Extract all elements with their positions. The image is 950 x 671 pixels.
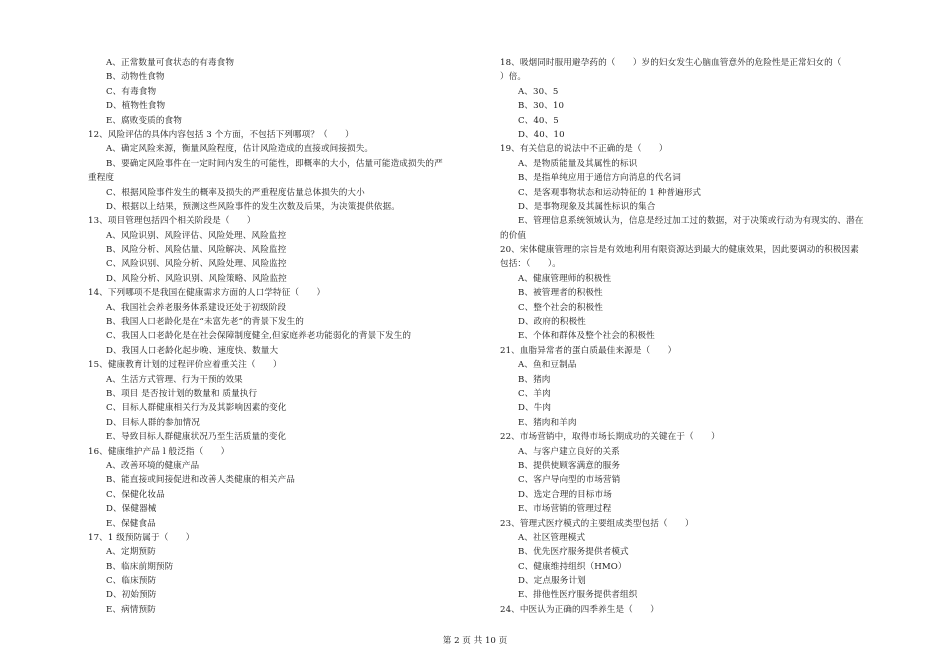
question-text: 13、项目管理包括四个相关阶段是（ ） [88, 216, 256, 227]
answer-option: D、牛肉 [518, 403, 552, 414]
answer-option: D、初始预防 [106, 590, 157, 601]
answer-option: B、项目 是否按计划的数量和 质量执行 [106, 388, 258, 399]
answer-option: A、确定风险来源，衡量风险程度，估计风险造成的直接或间接损失。 [106, 144, 374, 155]
page-footer: 第 2 页 共 10 页 [442, 636, 508, 646]
answer-option: A、与客户建立良好的关系 [518, 446, 620, 457]
answer-option: A、鱼和豆制品 [518, 360, 577, 371]
answer-option: B、要确定风险事件在一定时间内发生的可能性，即概率的大小，估量可能造成损失的严 [106, 158, 443, 169]
answer-option: E、市场营销的管理过程 [518, 504, 612, 515]
answer-option: A、改善环境的健康产品 [106, 460, 200, 471]
answer-option: A、30、5 [518, 86, 559, 97]
answer-option: B、能直接或间接促进和改善人类健康的相关产品 [106, 475, 295, 486]
answer-option: D、保健器械 [106, 504, 157, 515]
answer-option: D、政府的积极性 [518, 317, 586, 328]
question-text: 18、吸烟同时服用避孕药的（ ）岁的妇女发生心脑血管意外的危险性是正常妇女的（ [500, 58, 842, 68]
answer-option: A、健康管理师的积极性 [518, 273, 612, 284]
answer-option: A、生活方式管理、行为干预的效果 [106, 374, 243, 385]
question-text: 23、管理式医疗模式的主要组成类型包括（ ） [500, 518, 694, 529]
answer-option: C、有毒食物 [106, 86, 157, 97]
question-text: 21、血脂异常者的蛋白质最佳来源是（ ） [500, 345, 677, 356]
answer-option: C、客户导向型的市场营销 [518, 475, 621, 486]
answer-option: E、猪肉和羊肉 [518, 417, 577, 428]
answer-option: E、病情预防 [106, 604, 156, 615]
right-column [500, 56, 900, 617]
answer-option: E、导致目标人群健康状况乃至生活质量的变化 [106, 432, 287, 443]
answer-option: C、目标人群健康相关行为及其影响因素的变化 [106, 403, 287, 414]
question-text: 12、风险评估的具体内容包括 3 个方面，不包括下列哪项？（ ） [88, 129, 354, 140]
answer-option: B、临床前期预防 [106, 561, 174, 572]
answer-option: D、是事物现象及其属性标识的集合 [518, 201, 656, 212]
answer-option: D、根据以上结果，预测这些风险事件的发生次数及后果，为决策提供依据。 [106, 201, 400, 212]
answer-option: C、整个社会的积极性 [518, 302, 603, 313]
question-text: 22、市场营销中，取得市场长期成功的关键在于（ ） [500, 432, 720, 443]
text-continuation: 包括：（ ）。 [500, 259, 561, 270]
answer-option: D、植物性食物 [106, 101, 166, 112]
answer-option: D、我国人口老龄化起步晚、速度快、数量大 [106, 345, 279, 356]
text-continuation: ）倍。 [500, 72, 527, 83]
answer-option: C、是客观事物状态和运动特征的 1 种普遍形式 [518, 187, 702, 198]
answer-option: E、保健食品 [106, 518, 156, 529]
answer-option: E、个体和群体及整个社会的积极性 [518, 331, 655, 342]
answer-option: A、定期预防 [106, 547, 156, 558]
answer-option: C、风险识别、风险分析、风险处理、风险监控 [106, 259, 287, 270]
answer-option: B、30、10 [518, 101, 565, 112]
answer-option: C、我国人口老龄化是在社会保障制度健全,但家庭养老功能弱化的背景下发生的 [106, 331, 412, 342]
answer-option: B、是指单纯应用于通信方向消息的代名词 [518, 173, 681, 184]
answer-option: D、40、10 [518, 129, 565, 140]
answer-option: A、是物质能量及其属性的标识 [518, 158, 638, 169]
answer-option: D、目标人群的参加情况 [106, 417, 200, 428]
answer-option: E、腐败变质的食物 [106, 115, 182, 126]
left-column [88, 56, 488, 617]
answer-option: A、社区管理模式 [518, 532, 586, 543]
text-continuation: 重程度 [88, 173, 115, 184]
answer-option: B、被管理者的积极性 [518, 288, 603, 299]
answer-option: D、风险分析、风险识别、风险策略、风险监控 [106, 273, 287, 284]
answer-option: C、保健化妆品 [106, 489, 165, 500]
answer-option: C、羊肉 [518, 388, 551, 399]
answer-option: B、提供使顾客满意的服务 [518, 460, 621, 471]
text-continuation: 的价值 [500, 230, 527, 241]
question-text: 24、中医认为正确的四季养生是（ ） [500, 604, 659, 615]
question-text: 20、宋体健康管理的宗旨是有效地利用有限资源达到最大的健康效果，因此要调动的积极因素 [500, 245, 859, 256]
answer-option: C、健康维持组织（HMO） [518, 561, 627, 572]
question-text: 14、下列哪项不是我国在健康需求方面的人口学特征（ ） [88, 288, 326, 299]
question-text: 17、1 级预防属于（ ） [88, 532, 195, 543]
question-text: 16、健康维护产品 l 般泛指（ ） [88, 446, 230, 457]
answer-option: A、我国社会养老服务体系建设还处于初级阶段 [106, 302, 287, 313]
answer-option: C、40、5 [518, 115, 559, 126]
answer-option: B、我国人口老龄化是在“未富先老”的背景下发生的 [106, 317, 304, 328]
question-text: 15、健康教育计划的过程评价应着重关注（ ） [88, 360, 282, 371]
answer-option: D、选定合理的目标市场 [518, 489, 612, 500]
answer-option: A、正常数量可食状态的有毒食物 [106, 58, 235, 68]
answer-option: B、风险分析、风险估量、风险解决、风险监控 [106, 245, 287, 256]
answer-option: C、临床预防 [106, 576, 157, 587]
question-text: 19、有关信息的说法中不正确的是（ ） [500, 144, 668, 155]
answer-option: B、动物性食物 [106, 72, 165, 83]
answer-option: E、排他性医疗服务提供者组织 [518, 590, 638, 601]
answer-option: B、猪肉 [518, 374, 551, 385]
answer-option: D、定点服务计划 [518, 576, 586, 587]
answer-option: E、管理信息系统领域认为，信息是经过加工过的数据，对于决策或行动为有现实的、潜在 [518, 216, 864, 227]
answer-option: B、优先医疗服务提供者模式 [518, 547, 629, 558]
answer-option: C、根据风险事件发生的概率及损失的严重程度估量总体损失的大小 [106, 187, 365, 198]
answer-option: A、风险识别、风险评估、风险处理、风险监控 [106, 230, 287, 241]
